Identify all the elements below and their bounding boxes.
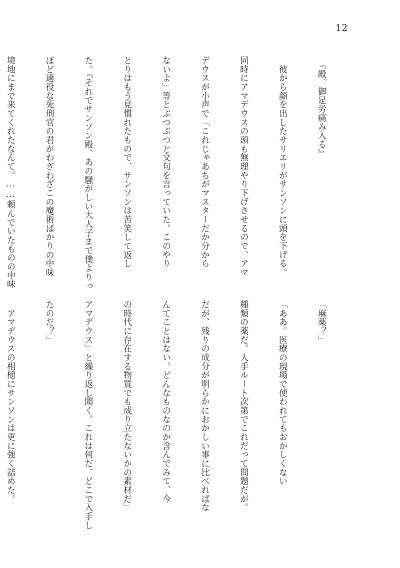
text-line: ぽど適役な死刑官の君がわざわざこの魔術ばかりの中味 [44,56,55,277]
text-line: 「麻薬？」 [316,300,327,345]
text-line: た。『それでサンソン殿、あの騒がしい大人子まで僕よりっ [82,56,93,291]
text-line: んてことはない。どんなものなのか含んでみて、今 [160,300,171,504]
text-line: たのだ？」 [44,300,55,345]
text-line: アマデウス」と繰り返し聞く。これは何だ、どこで入手し [82,300,93,530]
lower-text-block [0,300,353,538]
text-line: ないよ」等とぶつぶつと文句を言っていた。このやり [160,56,171,268]
text-line: とりはもう見慣れたもので、サンソンは苦笑して返し [121,56,132,268]
text-line: 種類の薬だ。人手ルート次第でこれだって問題だが。 [238,300,249,512]
text-line: 「ああ。医療の現場で使われてもおかしくない [277,300,288,486]
text-line: 境地にまで来てくれたなんて。……頼んでいたものの中味 [5,56,16,289]
text-line: の時代に存在する物質でも成り立たないかの素材だ」 [121,300,132,512]
text-line: 同時にアマデウスの頭も無理やり下げさせるので、アマ [238,56,249,277]
text-line: だが、残りの成分が明らかにおかしい事に比べればな [199,300,210,512]
upper-text-block [0,56,353,294]
text-line: デウスが小声で「これじゃあちがマスターだか分から [199,56,210,268]
text-line: 『殿、御足労痛み入る』 [316,56,327,158]
text-line: アマデウスの相槌にサンソンは更に強く詰めた。 [5,300,16,504]
page-number: 12 [335,24,348,34]
text-line: 彼から顔を出したサリエリがサンソンに頭を下げる。 [277,56,288,277]
